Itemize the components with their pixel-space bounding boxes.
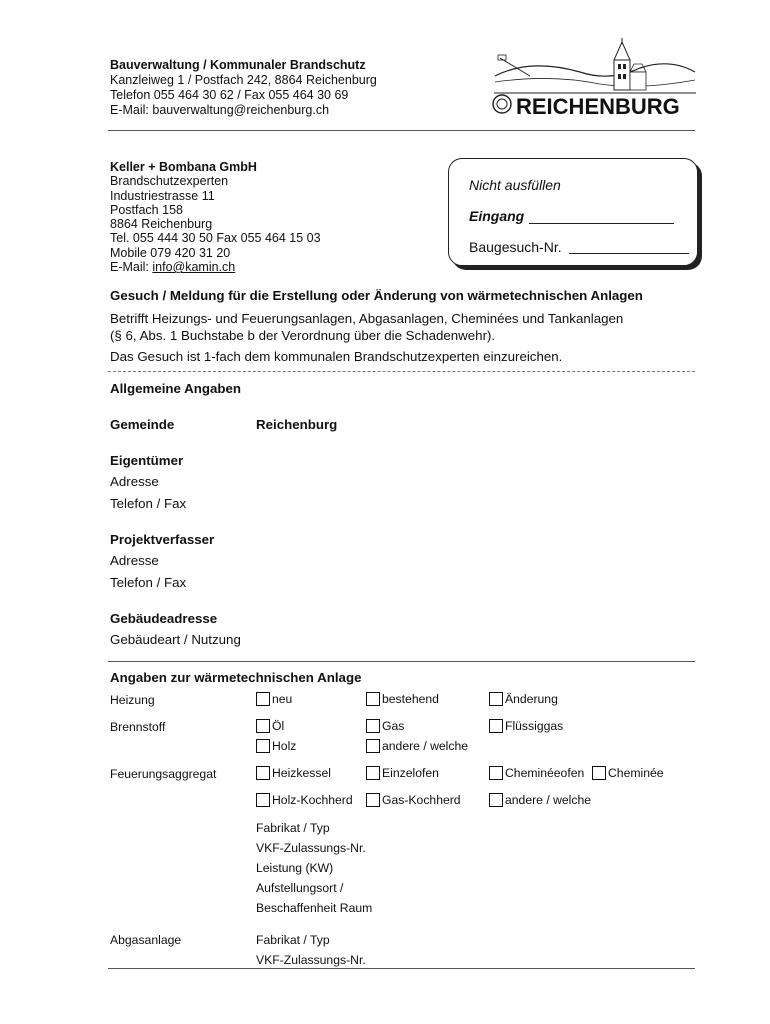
- heizung-bestehend-option[interactable]: bestehend: [366, 692, 439, 706]
- author-phone-label: Telefon / Fax: [110, 575, 187, 590]
- recipient-street: Industriestrasse 11: [110, 188, 215, 203]
- feuerung-heizkessel-option[interactable]: Heizkessel: [256, 766, 331, 780]
- sender-address: [110, 58, 377, 118]
- aufstellungsort-label: Aufstellungsort /: [256, 881, 344, 895]
- form-title: Gesuch / Meldung für die Erstellung oder Änderung von wärmetechnischen Anlagen: [110, 288, 643, 303]
- checkbox[interactable]: [366, 739, 380, 753]
- office-use-box: [448, 158, 698, 266]
- feuerung-andere-option[interactable]: andere / welche: [489, 793, 591, 807]
- header-divider: [108, 130, 695, 131]
- brennstoff-andere-option[interactable]: andere / welche: [366, 739, 468, 753]
- heizung-neu-option[interactable]: neu: [256, 692, 292, 706]
- abgas-label: Abgasanlage: [110, 933, 182, 947]
- building-type-label: Gebäudeart / Nutzung: [110, 632, 241, 647]
- recipient-email-line: E-Mail: info@kamin.ch: [110, 260, 236, 275]
- author-address-label: Adresse: [110, 553, 159, 568]
- feuerung-gas-kochherd-option[interactable]: Gas-Kochherd: [366, 793, 461, 807]
- abgas-fabrikat-label: Fabrikat / Typ: [256, 933, 330, 947]
- heizung-label: Heizung: [110, 693, 155, 707]
- feuerung-chemineeofen-option[interactable]: Cheminéeofen: [489, 766, 584, 780]
- office-box-title: Nicht ausfüllen: [469, 177, 561, 193]
- intro-divider: [108, 371, 695, 372]
- brennstoff-holz-option[interactable]: Holz: [256, 739, 296, 753]
- abgas-vkf-label: VKF-Zulassungs-Nr.: [256, 953, 366, 967]
- brennstoff-gas-option[interactable]: Gas: [366, 719, 404, 733]
- checkbox[interactable]: [489, 766, 503, 780]
- building-title: Gebäudeadresse: [110, 611, 218, 626]
- recipient-email-link[interactable]: info@kamin.ch: [152, 260, 236, 275]
- baugesuch-label: Baugesuch-Nr.: [469, 239, 562, 255]
- owner-address-label: Adresse: [110, 474, 159, 489]
- leistung-label: Leistung (KW): [256, 861, 334, 875]
- baugesuch-field[interactable]: [569, 253, 689, 254]
- checkbox[interactable]: [256, 692, 270, 706]
- recipient-city: 8864 Reichenburg: [110, 217, 213, 232]
- sender-street: Kanzleiweg 1 / Postfach 242, 8864 Reichenburg: [110, 73, 377, 87]
- feuerung-label: Feuerungsaggregat: [110, 767, 217, 781]
- owner-phone-label: Telefon / Fax: [110, 496, 187, 511]
- feuerung-cheminee-option[interactable]: Cheminée: [592, 766, 664, 780]
- recipient-address: [110, 160, 321, 274]
- checkbox[interactable]: [489, 793, 503, 807]
- footer-divider: [108, 968, 695, 969]
- recipient-name: Keller + Bombana GmbH: [110, 160, 257, 174]
- checkbox[interactable]: [256, 719, 270, 733]
- recipient-role: Brandschutzexperten: [110, 174, 229, 189]
- checkbox[interactable]: [256, 766, 270, 780]
- brennstoff-label: Brennstoff: [110, 720, 166, 734]
- checkbox[interactable]: [366, 793, 380, 807]
- checkbox[interactable]: [256, 739, 270, 753]
- recipient-tel-fax: Tel. 055 444 30 50 Fax 055 464 15 03: [110, 231, 321, 246]
- gemeinde-label: Gemeinde: [110, 417, 175, 432]
- feuerung-einzelofen-option[interactable]: Einzelofen: [366, 766, 439, 780]
- gemeinde-value: Reichenburg: [256, 417, 338, 432]
- recipient-postbox: Postfach 158: [110, 202, 183, 217]
- reichenburg-logo: [490, 38, 700, 120]
- fabrikat-label: Fabrikat / Typ: [256, 821, 330, 835]
- logo-wordmark: REICHENBURG: [516, 94, 680, 119]
- recipient-mobile: Mobile 079 420 31 20: [110, 245, 231, 260]
- checkbox[interactable]: [366, 719, 380, 733]
- general-section-title: Allgemeine Angaben: [110, 381, 242, 396]
- intro-line-2: (§ 6, Abs. 1 Buchstabe b der Verordnung über die Schadenwehr).: [110, 328, 496, 343]
- intro-line-1: Betrifft Heizungs- und Feuerungsanlagen, Abgasanlagen, Cheminées und Tankanlagen: [110, 311, 624, 326]
- beschaffenheit-label: Beschaffenheit Raum: [256, 901, 373, 915]
- author-title: Projektverfasser: [110, 532, 215, 547]
- intro-line-3: Das Gesuch ist 1-fach dem kommunalen Brandschutzexperten einzureichen.: [110, 349, 563, 364]
- brennstoff-oel-option[interactable]: Öl: [256, 719, 284, 733]
- sender-phone: Telefon 055 464 30 62 / Fax 055 464 30 69: [110, 88, 349, 102]
- checkbox[interactable]: [489, 692, 503, 706]
- owner-title: Eigentümer: [110, 453, 184, 468]
- sender-email: E-Mail: bauverwaltung@reichenburg.ch: [110, 103, 330, 117]
- checkbox[interactable]: [256, 793, 270, 807]
- heizung-aenderung-option[interactable]: Änderung: [489, 692, 558, 706]
- checkbox[interactable]: [592, 766, 606, 780]
- sender-dept: Bauverwaltung / Kommunaler Brandschutz: [110, 58, 366, 72]
- vkf-label: VKF-Zulassungs-Nr.: [256, 841, 366, 855]
- feuerung-holz-kochherd-option[interactable]: Holz-Kochherd: [256, 793, 353, 807]
- checkbox[interactable]: [489, 719, 503, 733]
- checkbox[interactable]: [366, 692, 380, 706]
- brennstoff-fluessiggas-option[interactable]: Flüssiggas: [489, 719, 563, 733]
- technical-section-title: Angaben zur wärmetechnischen Anlage: [110, 670, 362, 685]
- eingang-field[interactable]: [529, 223, 674, 224]
- technical-divider: [108, 661, 695, 662]
- checkbox[interactable]: [366, 766, 380, 780]
- eingang-label: Eingang: [469, 208, 525, 224]
- coat-of-arms-icon: [493, 95, 511, 113]
